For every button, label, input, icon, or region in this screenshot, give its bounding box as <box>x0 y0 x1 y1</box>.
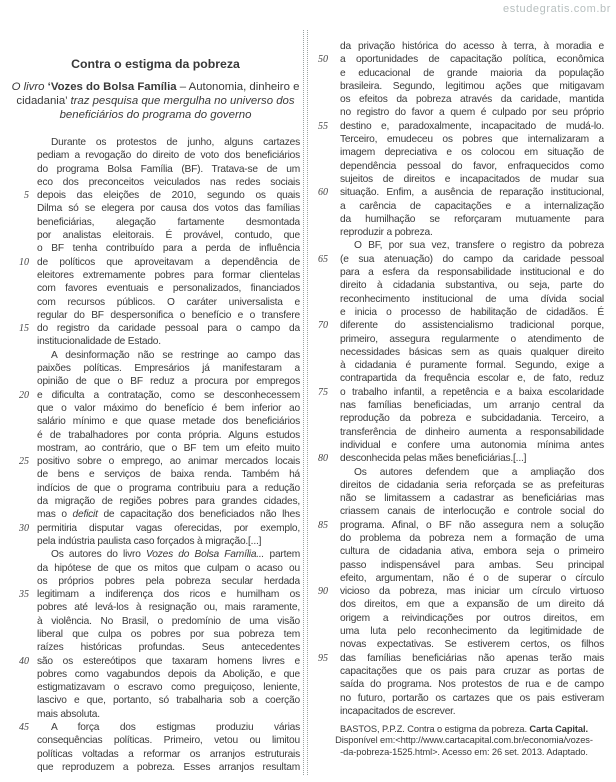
line-number: 30 <box>19 522 29 534</box>
text-line <box>8 615 303 628</box>
line-text: à violência. No Brasil, o predomínio de uma visão <box>37 615 300 627</box>
line-text: não se limitassem a cadastrar as beneficiárias mas <box>340 493 604 505</box>
text-line <box>314 598 612 611</box>
line-text: para a esfera da responsabilidade institucional e do <box>340 267 604 279</box>
line-text: lascivo e que, portanto, só trabalharia sob a coerção <box>37 695 300 707</box>
line-text: da privação histórica do acesso à terra, à moradia e <box>340 41 604 52</box>
line-text: reprodução da pobreza e subcidadania. Terceiro, a <box>340 413 604 425</box>
line-text: pobres como vagabundos depois da Abolição, e que <box>37 668 300 680</box>
line-text: pobres até levá-los à resignação ou, mais raramente, <box>37 602 300 614</box>
line-text: a oportunidades de capacitação política, econômica <box>340 54 604 66</box>
line-text: mostram, ao contrário, que o BF tem um efeito muito <box>37 442 300 454</box>
text-line <box>8 375 303 388</box>
line-number: 40 <box>19 655 29 667</box>
line-number: 45 <box>19 722 29 734</box>
line-text: pela indústria paulista caso forçados à migração.[...] <box>37 535 262 547</box>
line-text: destino e, paradoxalmente, incapacitado de mudá-lo. <box>340 120 604 132</box>
line-text: mais absoluta. <box>37 708 100 720</box>
line-number: 80 <box>318 453 328 465</box>
text-line <box>8 548 303 561</box>
line-number: 75 <box>318 386 328 398</box>
line-number: 25 <box>19 456 29 468</box>
text-line <box>8 655 303 668</box>
line-text: O BF, por sua vez, transfere o registro da pobreza <box>354 240 604 252</box>
line-text: brasileira. Segundo, legitimou ações que mitigavam <box>340 80 604 92</box>
line-text: de políticos que aproveitavam a dependência de <box>37 256 300 268</box>
line-text: situação. Enfim, a ausência de reparação institucional, <box>340 187 604 199</box>
line-text: estigmatizavam o escravo como preguiçoso, leniente, <box>37 682 300 694</box>
line-text: depois das eleições de 2010, segundo os quais <box>37 190 300 202</box>
text-line <box>8 189 303 202</box>
line-text: o trabalho infantil, a repetência e a baixa escolaridade <box>340 386 604 398</box>
text-line <box>314 585 612 598</box>
text-line <box>8 694 303 707</box>
text-line <box>8 575 303 588</box>
text-line <box>8 761 303 774</box>
line-text: incapacitados de escrever. <box>340 705 456 717</box>
text-line <box>314 133 612 146</box>
line-number: 60 <box>318 187 328 199</box>
line-text: direito à cidadania substantiva, ou seja, parte do <box>340 280 604 292</box>
text-line <box>8 163 303 176</box>
text-line <box>8 322 303 335</box>
line-text: capacitações que os pais para cruzar as portas de <box>340 665 604 677</box>
line-text: à cidadania é puramente formal. Segundo, exige a <box>340 360 604 372</box>
line-number: 65 <box>318 253 328 265</box>
line-text: individual e confere uma autonomia mínima antes <box>340 439 604 451</box>
text-line <box>8 349 303 362</box>
line-number: 95 <box>318 652 328 664</box>
line-text: da humilhação se reforçaram mutuamente para <box>340 213 604 225</box>
line-text: é de trabalhadores por conta própria. Alguns estudos <box>37 429 300 441</box>
line-text: dos direitos, em que a expansão de um direito dá <box>340 599 604 611</box>
text-line <box>8 269 303 282</box>
line-text: Dilma só se elegera por causa dos votos das famílias <box>37 203 300 215</box>
line-text: permitiria disputar vagas oferecidas, por exemplo, <box>37 522 300 534</box>
text-line <box>8 721 303 734</box>
text-line <box>8 256 303 269</box>
text-line <box>8 216 303 229</box>
text-line <box>8 508 303 521</box>
text-line <box>314 200 612 213</box>
text-line <box>314 346 612 359</box>
line-text: desconhecida pelas mães beneficiárias.[...] <box>340 453 527 465</box>
text-line <box>314 226 612 239</box>
line-text: regular do BF despersonifica o benefício e o transfere <box>37 309 300 321</box>
text-line <box>8 176 303 189</box>
text-line <box>8 282 303 295</box>
text-line <box>314 519 612 532</box>
text-line <box>314 426 612 439</box>
text-line <box>314 359 612 372</box>
text-line <box>314 372 612 385</box>
line-text: paixões políticas. Empresários já manifestaram a <box>37 363 300 375</box>
line-text: positivo sobre o emprego, ao animar mercados locais <box>37 456 300 468</box>
text-line <box>314 545 612 558</box>
text-line <box>314 239 612 252</box>
line-text: são os estereótipos que taxaram homens livres e <box>37 655 300 667</box>
line-text: o BF tenha contribuído para a perda de influência <box>37 243 300 255</box>
line-text: indícios de que o programa contribuiu para a redução <box>37 482 300 494</box>
text-line <box>8 734 303 747</box>
text-line <box>314 173 612 186</box>
text-line <box>314 106 612 119</box>
line-text: A força dos estigmas produziu várias <box>51 722 300 734</box>
line-text: por analistas eleitorais. É provável, contudo, que <box>37 230 300 242</box>
line-text: mas o deficit de capacitação dos beneficiados não lhes <box>37 509 300 521</box>
line-text: beneficiárias, alegação fartamente desmontada <box>37 216 300 228</box>
line-text: no futuro, portarão os cartazes que os pais estiveram <box>340 692 604 704</box>
text-line <box>314 625 612 638</box>
text-line <box>314 532 612 545</box>
line-text: efeito, argumentam, não é o de superar o círculo <box>340 572 604 584</box>
line-text: Durante os protestos de junho, alguns cartazes <box>51 137 300 148</box>
left-column-lines <box>8 136 303 774</box>
text-line <box>314 399 612 412</box>
text-line <box>8 136 303 149</box>
text-line <box>8 601 303 614</box>
text-line <box>314 705 612 718</box>
text-line <box>314 40 612 53</box>
line-text: cultura de cidadania ativa, embora seja o primeiro <box>340 546 604 558</box>
line-text: uma luta pelo reconhecimento da legitimidade de <box>340 626 604 638</box>
citation-line: Disponível em:<http://www.cartacapital.com.br/economia/vozes- <box>335 735 593 746</box>
line-number: 5 <box>24 190 29 202</box>
text-line <box>314 466 612 479</box>
line-text: institucionalidade de Estado. <box>37 336 161 348</box>
text-line <box>8 442 303 455</box>
line-text: consequências políticas. Primeiro, vetou ou limitou <box>37 735 300 747</box>
line-text: novas expectativas. Se estiverem certos, os filhos <box>340 639 604 651</box>
line-text: dependência pessoal do favor, enfraquecidos como <box>340 160 604 172</box>
line-text: e dificulta a contratação, como se desconhecessem <box>37 389 300 401</box>
text-line <box>314 319 612 332</box>
text-line <box>314 120 612 133</box>
line-text: das famílias beneficiárias não apenas terão mais <box>340 652 604 664</box>
line-text: eco dos preconceitos veiculados nas redes sociais <box>37 176 300 188</box>
text-line <box>314 93 612 106</box>
line-text: Os autores do livro Vozes do Bolsa Família... partem <box>51 549 300 561</box>
line-text: contrapartida da frequência escolar e, de fato, reduz <box>340 373 604 385</box>
text-line <box>314 678 612 691</box>
line-text: transferência de dinheiro aumenta a responsabilidade <box>340 426 604 438</box>
text-line <box>8 402 303 415</box>
right-column <box>314 40 612 782</box>
line-text: da migração de regiões pobres para grandes cidades, <box>37 496 300 508</box>
text-line <box>8 468 303 481</box>
line-text: com favores eventuais e personalizados, financiados <box>37 283 300 295</box>
watermark: estudegratis.com.br <box>503 3 611 15</box>
line-number: 70 <box>318 320 328 332</box>
line-text: passo indispensável para ambas. Seu principal <box>340 559 604 571</box>
line-text: legitimam a indiferença dos ricos e humilham os <box>37 589 300 601</box>
text-line <box>314 306 612 319</box>
text-line <box>314 146 612 159</box>
text-line <box>8 362 303 375</box>
text-line <box>8 242 303 255</box>
text-line <box>8 588 303 601</box>
text-line <box>314 266 612 279</box>
line-text: pediam a revogação do direito de voto dos beneficiários <box>37 150 300 162</box>
text-line <box>314 186 612 199</box>
source-citation <box>320 724 608 758</box>
text-line <box>8 641 303 654</box>
line-text: do problema da pobreza nem a formação de uma <box>340 532 604 544</box>
text-line <box>8 668 303 681</box>
line-text: eleitores extremamente pobres para formar clientelas <box>37 269 300 281</box>
line-text: necessidades básicas sem as quais qualquer direito <box>340 346 604 358</box>
line-text: saída do programa. Nos protestos de rua e de campo <box>340 679 604 691</box>
line-text: no registro do favor a quem é culpado por seu próprio <box>340 107 604 119</box>
text-line <box>8 482 303 495</box>
line-text: com recursos públicos. O caráter universalista e <box>37 296 300 308</box>
text-line <box>8 535 303 548</box>
text-line <box>8 149 303 162</box>
line-text: vicioso da pobreza, mas iniciar um círculo virtuoso <box>340 586 604 598</box>
line-text: imagem depreciativa e os colocou em situação de <box>340 147 604 159</box>
text-line <box>8 429 303 442</box>
citation-line: -da-pobreza-1525.html>. Acesso em: 26 set. 2013. Adaptado. <box>340 746 588 757</box>
line-text: raízes históricas profundas. Seus antecedentes <box>37 642 300 654</box>
text-line <box>314 452 612 465</box>
line-number: 20 <box>19 389 29 401</box>
text-line <box>314 505 612 518</box>
line-text: reproduzir a pobreza. <box>340 227 433 239</box>
text-line <box>314 652 612 665</box>
line-text: que reproduzem a pobreza. Esses arranjos resultam <box>37 761 300 773</box>
line-text: (e sua atenuação) do campo da caridade pessoal <box>340 253 604 265</box>
line-text: diferente do assistencialismo tradicional porque, <box>340 320 604 332</box>
text-line <box>314 80 612 93</box>
column-divider <box>303 30 308 775</box>
line-number: 10 <box>19 256 29 268</box>
text-line <box>314 692 612 705</box>
text-line <box>8 495 303 508</box>
line-text: nas famílias beneficiadas, um arranjo central da <box>340 400 604 412</box>
text-line <box>314 638 612 651</box>
text-line <box>8 562 303 575</box>
line-text: os efeitos da pobreza através da caridade, mantida <box>340 94 604 106</box>
line-text: da hipótese de que os mitos que culpam o acaso ou <box>37 562 300 574</box>
line-text: de bens e serviços de baixa renda. Também há <box>37 469 300 481</box>
text-line <box>314 412 612 425</box>
page-subtitle: O livro ‘Vozes do Bolsa Família – Autonomia, dinheiro e cidadania’ traz pesquisa que mergulha no universo dos beneficiários do programa do governo <box>11 81 300 121</box>
text-line <box>314 492 612 505</box>
text-line <box>8 229 303 242</box>
right-column-lines <box>314 40 612 718</box>
text-line <box>8 309 303 322</box>
line-number: 50 <box>318 54 328 66</box>
text-line <box>314 160 612 173</box>
line-number: 55 <box>318 120 328 132</box>
line-number: 90 <box>318 586 328 598</box>
line-text: e inicia o processo de habilitação de cidadãos. É <box>340 306 604 318</box>
text-line <box>8 748 303 761</box>
line-text: primeiro, assegura regularmente o atendimento de <box>340 333 604 345</box>
line-text: origem a reivindicações por outros direitos, em <box>340 612 604 624</box>
text-line <box>314 479 612 492</box>
text-line <box>314 279 612 292</box>
line-text: que o valor máximo do benefício é bem inferior ao <box>37 402 300 414</box>
text-line <box>8 296 303 309</box>
line-text: salário mínimo e que quase metade dos beneficiários <box>37 416 300 428</box>
text-line <box>314 213 612 226</box>
text-line <box>314 333 612 346</box>
line-text: e educacional de grande maioria da população <box>340 67 604 79</box>
line-text: opinião de que o BF reduz a procura por empregos <box>37 376 300 388</box>
text-line <box>314 559 612 572</box>
text-line <box>8 389 303 402</box>
line-text: criassem canais de interlocução e controle social do <box>340 506 604 518</box>
text-line <box>314 386 612 399</box>
text-line <box>314 439 612 452</box>
line-text: A desinformação não se restringe ao campo das <box>51 349 300 361</box>
text-line <box>314 572 612 585</box>
line-number: 35 <box>19 589 29 601</box>
text-line <box>314 253 612 266</box>
text-line <box>314 665 612 678</box>
line-text: programa. Afinal, o BF não assegura nem a solução <box>340 519 604 531</box>
line-text: do programa Bolsa Família (BF). Tratava-se de um <box>37 163 300 175</box>
text-line <box>314 53 612 66</box>
text-line <box>314 612 612 625</box>
line-text: reconhecimento institucional de uma dívida social <box>340 293 604 305</box>
text-line <box>8 628 303 641</box>
line-text: sujeitos de direitos e incapacitados de mudar sua <box>340 173 604 185</box>
line-number: 15 <box>19 323 29 335</box>
text-line <box>8 455 303 468</box>
text-line <box>314 67 612 80</box>
line-text: do registro da caridade pessoal para o campo da <box>37 323 300 335</box>
text-line <box>8 522 303 535</box>
line-text: políticas voltadas a reformar os arranjos estruturais <box>37 748 300 760</box>
text-line <box>8 202 303 215</box>
text-line <box>8 708 303 721</box>
text-line <box>314 293 612 306</box>
left-column <box>8 0 303 782</box>
line-text: direitos de cidadania seria reforçada se as prefeituras <box>340 479 604 491</box>
line-number: 85 <box>318 519 328 531</box>
text-line <box>8 335 303 348</box>
citation-line: BASTOS, P.P.Z. Contra o estigma da pobreza. Carta Capital. <box>340 724 588 734</box>
line-text: os próprios pobres pela pobreza secular herdada <box>37 575 300 587</box>
line-text: Os autores defendem que a ampliação dos <box>354 466 604 478</box>
page-title: Contra o estigma da pobreza <box>71 57 240 71</box>
text-line <box>8 681 303 694</box>
line-text: a carência de capacitações e a internalização <box>340 200 604 212</box>
text-line <box>8 415 303 428</box>
line-text: liberal que culpa os pobres por sua pobreza tem <box>37 628 300 640</box>
line-text: Terceiro, emudeceu os pobres que internalizaram a <box>340 134 604 146</box>
